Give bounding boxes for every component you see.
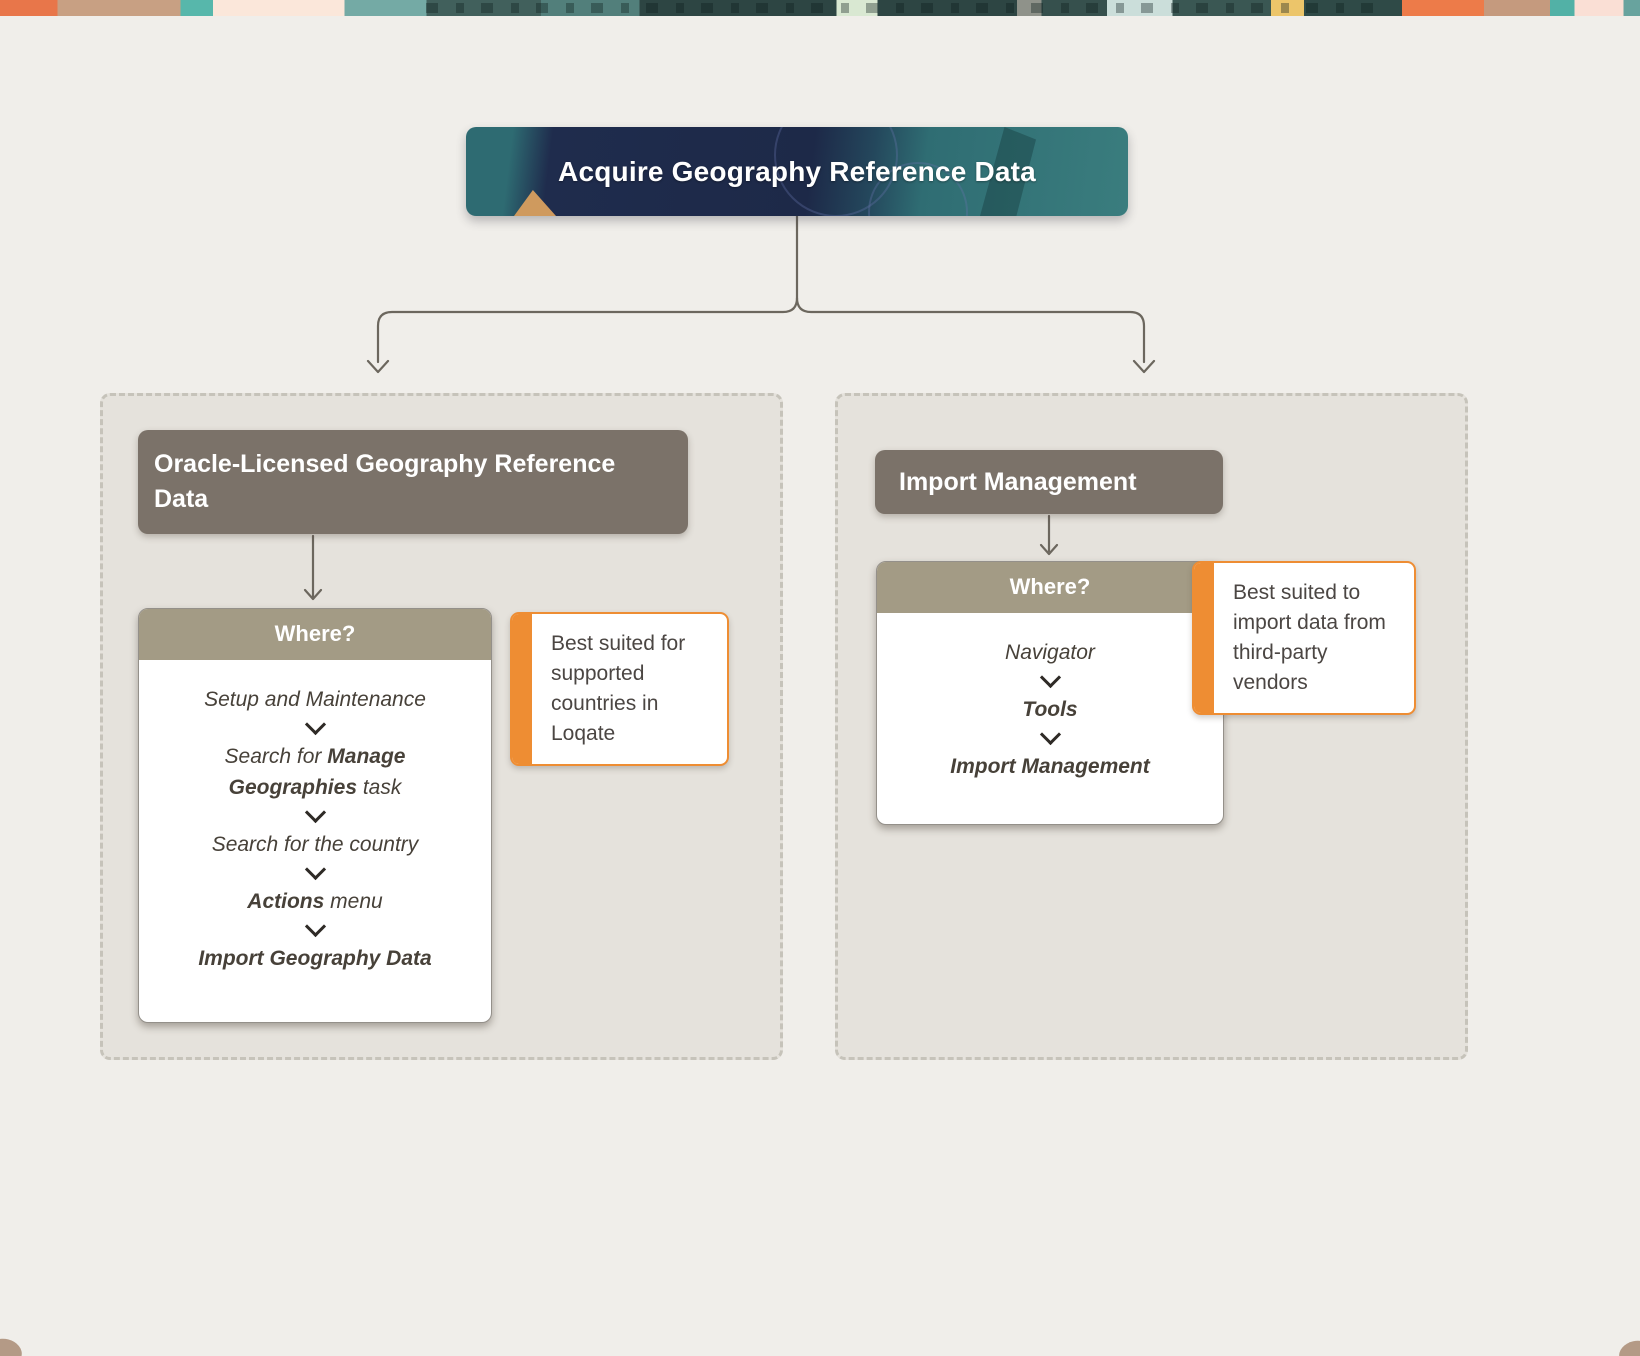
- where-step: Setup and Maintenance: [204, 688, 426, 711]
- where-step: Search for the country: [211, 833, 419, 856]
- node-label: Import Management: [899, 467, 1137, 496]
- root-node-acquire-geography-reference-data: [466, 127, 1128, 216]
- callout-loqate: [510, 612, 729, 766]
- where-box-header: Where?: [138, 608, 492, 660]
- title-triangle-decoration: [514, 190, 556, 216]
- branch-connector-right: [797, 298, 1144, 362]
- callout-text: Best suited to import data from third-party vendors: [1233, 581, 1386, 694]
- where-step: Actions menu: [247, 890, 383, 913]
- chevron-down-icon: [159, 860, 471, 886]
- node-label: Oracle-Licensed Geography Reference Data: [154, 450, 616, 513]
- corner-decoration-bottom-right: [1617, 1338, 1640, 1356]
- where-step: Import Geography Data: [198, 947, 432, 970]
- chevron-down-icon: [897, 725, 1203, 751]
- where-step: Import Management: [950, 755, 1150, 778]
- corner-decoration-bottom-left: [0, 1335, 25, 1356]
- chevron-down-icon: [159, 715, 471, 741]
- where-box-left: [138, 608, 492, 1023]
- chevron-down-icon: [159, 917, 471, 943]
- where-step: Search for Manage Geographies task: [224, 745, 406, 799]
- node-oracle-licensed-geography-reference-data: [138, 430, 688, 534]
- node-import-management: [875, 450, 1223, 514]
- where-box-header: Where?: [876, 561, 1224, 613]
- branch-connector-left: [378, 216, 797, 362]
- chevron-down-icon: [897, 668, 1203, 694]
- page-title: Acquire Geography Reference Data: [558, 155, 1036, 187]
- where-step: Navigator: [1005, 641, 1095, 664]
- decorative-banner: [0, 0, 1640, 16]
- callout-accent-bar: [512, 614, 532, 764]
- where-box-right: [876, 561, 1224, 825]
- callout-third-party: [1192, 561, 1416, 715]
- arrow-down-icon: [1134, 361, 1154, 372]
- where-step: Tools: [1022, 698, 1078, 721]
- arrow-down-icon: [368, 361, 388, 372]
- callout-text: Best suited for supported countries in Loqate: [551, 632, 686, 745]
- where-box-steps: [877, 613, 1223, 824]
- callout-accent-bar: [1194, 563, 1214, 713]
- where-box-steps: [139, 660, 491, 1022]
- chevron-down-icon: [159, 803, 471, 829]
- banner-dash-texture: [426, 3, 1377, 13]
